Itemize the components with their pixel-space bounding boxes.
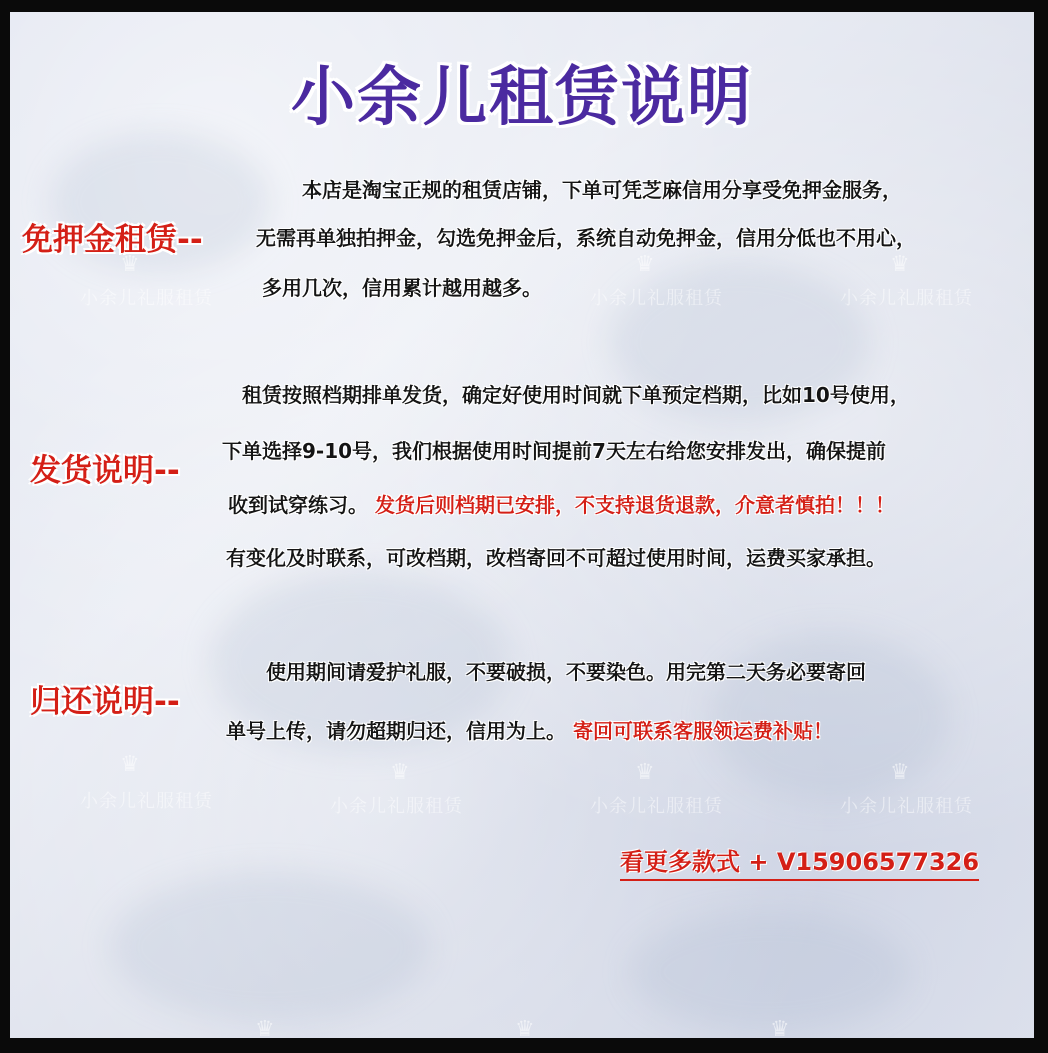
watermark-crown-icon: ♛ — [890, 760, 910, 785]
watermark-crown-icon: ♛ — [890, 252, 910, 277]
watermark-crown-icon: ♛ — [120, 752, 140, 777]
watermark-text: 小余儿礼服租赁 — [590, 288, 723, 309]
section-line-text: 收到试穿练习。 — [228, 493, 368, 517]
watermark-crown-icon: ♛ — [120, 252, 140, 277]
notice-sheet — [10, 12, 1034, 1038]
section-line: 无需再单独拍押金，勾选免押金后，系统自动免押金，信用分低也不用心， — [256, 226, 916, 250]
watermark-text: 小余儿礼服租赁 — [840, 288, 973, 309]
watermark-text: 小余儿礼服租赁 — [80, 791, 213, 812]
section-line-mixed — [228, 489, 895, 518]
section-heading-deposit-free: 免押金租赁-- — [22, 222, 203, 258]
watermark-crown-icon: ♛ — [515, 1017, 535, 1038]
watermark-crown-icon: ♛ — [770, 1017, 790, 1038]
section-line: 有变化及时联系，可改档期，改档寄回不可超过使用时间，运费买家承担。 — [226, 546, 886, 570]
section-line-mixed — [226, 715, 833, 744]
section-line: 下单选择9-10号，我们根据使用时间提前7天左右给您安排发出，确保提前 — [222, 439, 886, 463]
section-heading-shipping: 发货说明-- — [30, 453, 180, 489]
watermark-crown-icon: ♛ — [255, 1017, 275, 1038]
watermark-text: 小余儿礼服租赁 — [590, 796, 723, 817]
contact-link[interactable]: 看更多款式 + V15906577326 — [620, 842, 979, 881]
section-line: 多用几次，信用累计越用越多。 — [262, 276, 542, 300]
shipping-warning: 发货后则档期已安排，不支持退货退款，介意者慎拍！！！ — [374, 493, 895, 517]
watermark-text: 小余儿礼服租赁 — [840, 796, 973, 817]
watermark-text: 小余儿礼服租赁 — [80, 288, 213, 309]
watermark-text: 小余儿礼服租赁 — [330, 796, 463, 817]
watermark-crown-icon: ♛ — [635, 760, 655, 785]
watermark-crown-icon: ♛ — [635, 252, 655, 277]
section-line: 租赁按照档期排单发货，确定好使用时间就下单预定档期，比如10号使用， — [242, 383, 910, 407]
section-heading-return: 归还说明-- — [30, 684, 180, 720]
return-subsidy-note: 寄回可联系客服领运费补贴！ — [572, 719, 833, 743]
section-line: 本店是淘宝正规的租赁店铺，下单可凭芝麻信用分享受免押金服务， — [302, 178, 902, 202]
section-line-text: 单号上传，请勿超期归还，信用为上。 — [226, 719, 566, 743]
page-title: 小余儿租赁说明 — [291, 61, 753, 135]
watermark-crown-icon: ♛ — [390, 760, 410, 785]
section-line: 使用期间请爱护礼服，不要破损，不要染色。用完第二天务必要寄回 — [266, 660, 866, 684]
